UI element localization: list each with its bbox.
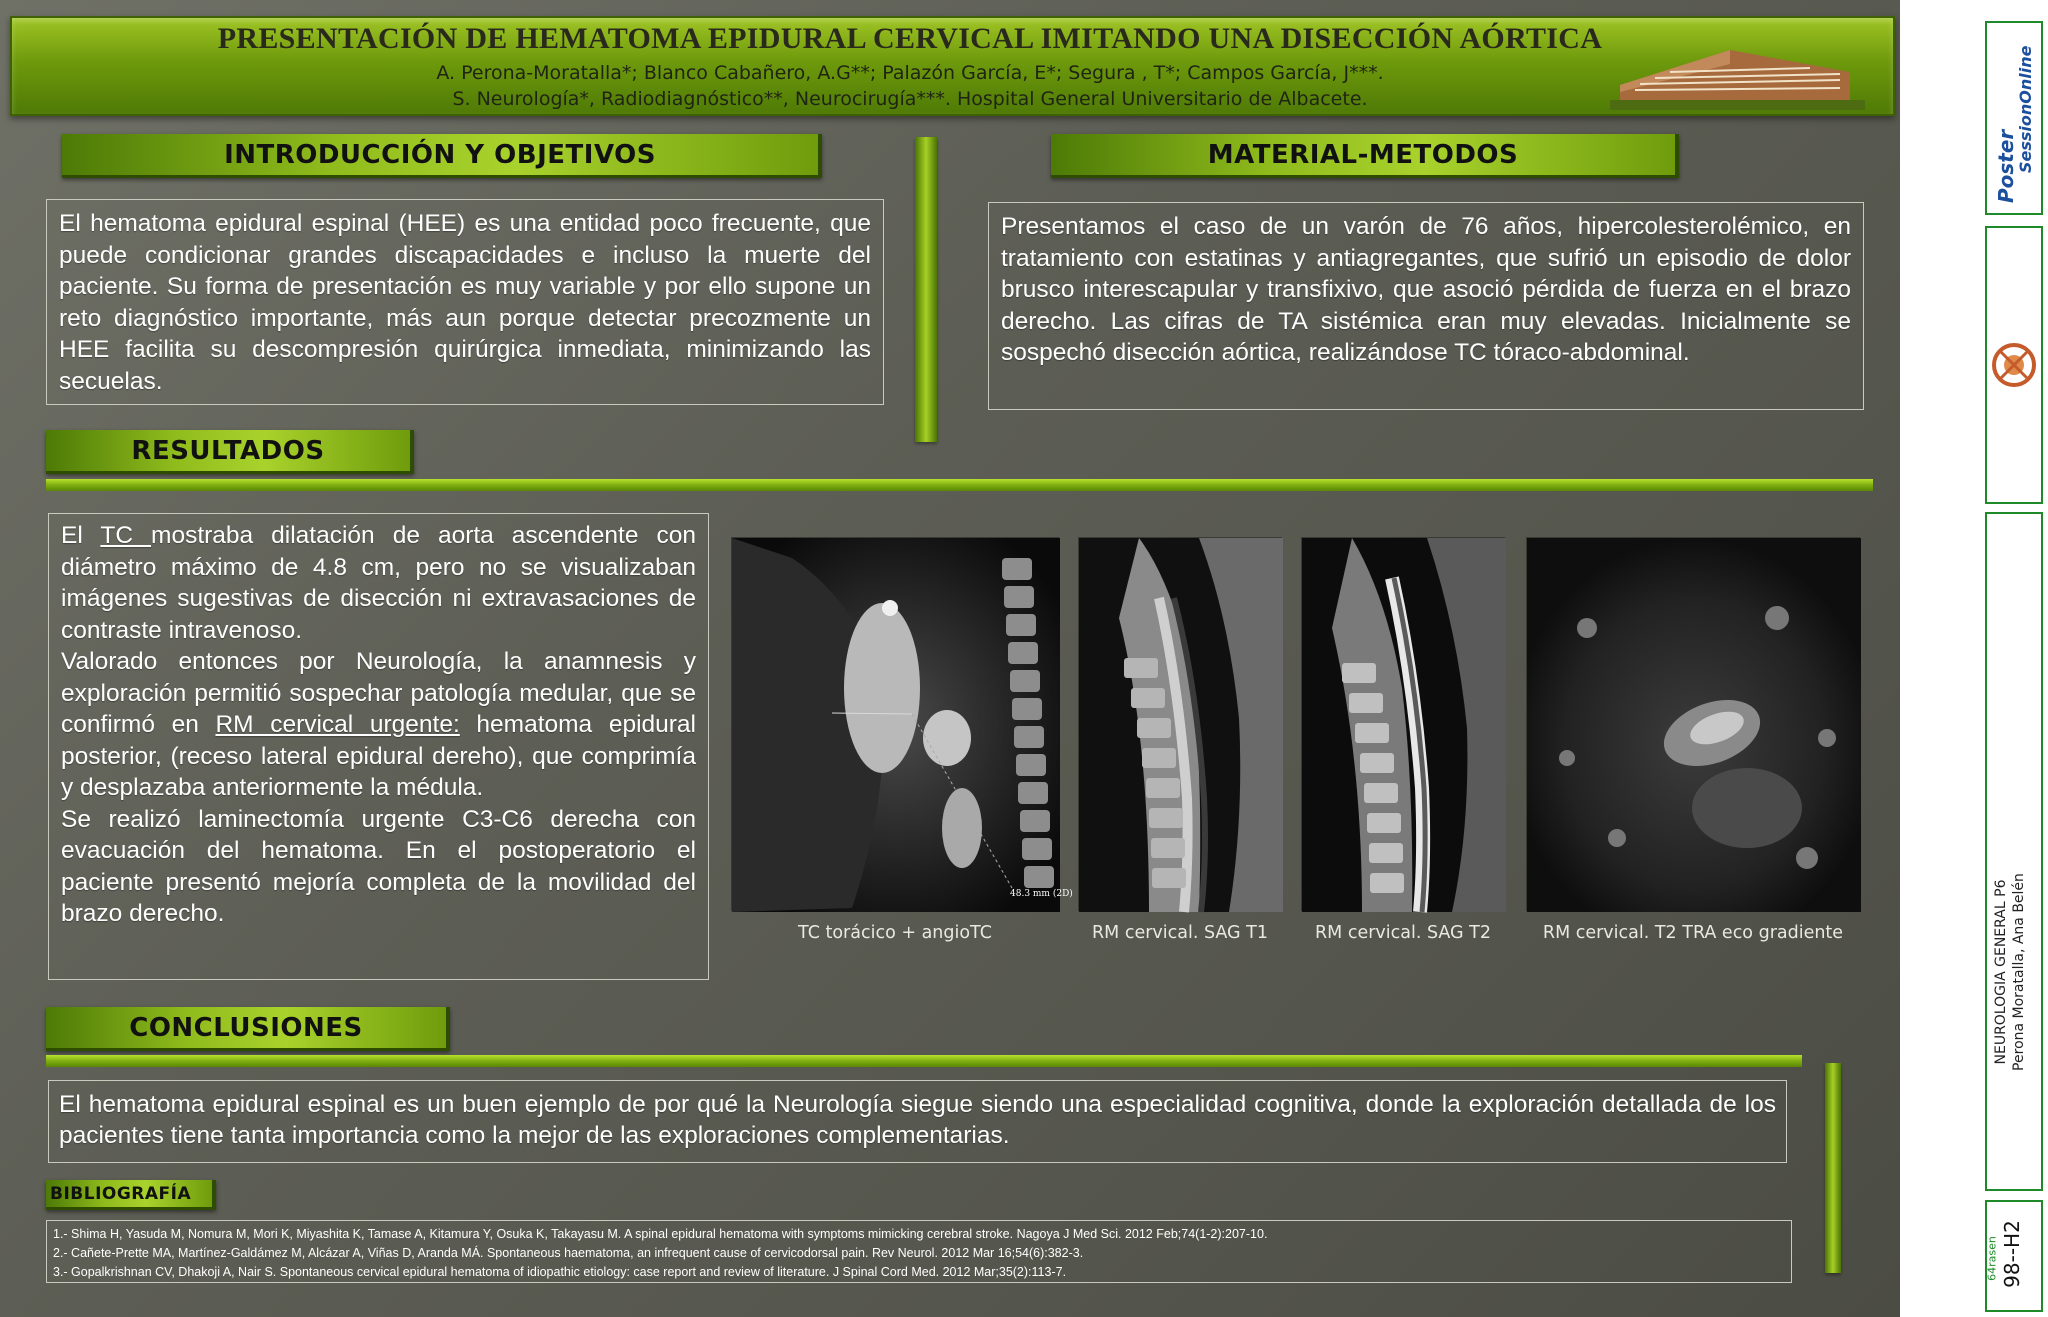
poster-author: Perona Moratalla, Ana Belén — [2011, 873, 2027, 1071]
poster-code-box — [1985, 1200, 2043, 1312]
caption-t2-tra: RM cervical. T2 TRA eco gradiente — [1542, 923, 1844, 943]
results-text: El TC mostraba dilatación de aorta ascendente con diámetro máximo de 4.8 cm, pero no se visualizaban imágenes sugestivas de disección ni extravasaciones de contraste intravenoso. Valorado entonces por Neurología, la anamnesis y exploración permitió sospechar patología medular, que se confirmó en RM cervical urgente: hematoma epidural posterior, (receso lateral epidural dereho), que comprimía y desplazaba anteriormente la médula. Se realizó laminectomía urgente C3-C6 derecha con evacuación del hematoma. En el postoperatorio el paciente presentó mejoría completa de la movilidad del brazo derecho. — [48, 513, 709, 980]
measure-label: 48.3 mm (2D) — [1010, 889, 1073, 899]
mri-sag-t2-image — [1301, 537, 1505, 911]
bibliography-heading: BIBLIOGRAFÍA — [46, 1180, 216, 1210]
svg-text:Poster: Poster — [1994, 129, 2018, 203]
poster-footer-code: 64rasen — [1985, 1236, 1999, 1281]
mri-sag-t1-image — [1078, 537, 1282, 911]
tc-link: TC — [100, 522, 152, 549]
bottom-right-bar — [1825, 1063, 1841, 1273]
mri-t2-tra-image — [1526, 537, 1860, 911]
reference-2: 2.- Cañete-Prette MA, Martínez-Galdámez M, Alcázar A, Viñas D, Aranda MÁ. Spontaneous haematoma, an infrequent cause of cervicodorsal pain. Rev Neurol. 2012 Mar 16;54(6):382-3. — [53, 1246, 1084, 1260]
poster-code: 98--H2 — [2000, 1220, 2024, 1288]
poster-title: PRESENTACIÓN DE HEMATOMA EPIDURAL CERVICAL IMITANDO UNA DISECCIÓN AÓRTICA — [217, 22, 1603, 55]
column-divider — [915, 137, 937, 442]
society-emblem-icon — [1994, 345, 2034, 385]
hospital-building-image — [1610, 30, 1865, 110]
authors-line: A. Perona-Moratalla*; Blanco Cabañero, A.G**; Palazón García, E*; Segura , T*; Campos García, J***. — [436, 62, 1384, 84]
methods-heading: MATERIAL-METODOS — [1051, 134, 1679, 178]
caption-ct: TC torácico + angioTC — [798, 923, 992, 943]
intro-text: El hematoma epidural espinal (HEE) es una entidad poco frecuente, que puede condicionar grandes discapacidades e incluso la muerte del paciente. Su forma de presentación es muy variable y por ello supone un reto diagnóstico importante, más aun porque detectar precozmente un HEE facilita su descompresión quirúrgica inmediata, minimizando las secuelas. — [46, 199, 884, 405]
results-divider — [46, 479, 1873, 491]
svg-text:SessionOnline: SessionOnline — [2016, 45, 2035, 173]
intro-heading: INTRODUCCIÓN Y OBJETIVOS — [62, 134, 822, 178]
methods-text: Presentamos el caso de un varón de 76 años, hipercolesterolémico, en tratamiento con estatinas y antiagregantes, que sufrió un episodio de dolor brusco interescapular y transfixivo, que asoció pérdida de fuerza en el brazo derecho. Las cifras de TA sistémica eran muy elevadas. Inicialmente se sospechó disección aórtica, realizándose TC tóraco-abdominal. — [988, 202, 1864, 410]
conclusions-text: El hematoma epidural espinal es un buen ejemplo de por qué la Neurología siegue siendo una especialidad cognitiva, donde la exploración detallada de los pacientes tiene tanta importancia como la mejor de las exploraciones complementarias. — [48, 1080, 1787, 1163]
conclusions-divider — [46, 1055, 1802, 1067]
poster-session-online-logo — [1985, 21, 2043, 215]
poster-info-box — [1985, 512, 2043, 1191]
caption-sag-t1: RM cervical. SAG T1 — [1092, 923, 1268, 943]
caption-sag-t2: RM cervical. SAG T2 — [1315, 923, 1491, 943]
reference-3: 3.- Gopalkrishnan CV, Dhakoji A, Nair S. Spontaneous cervical epidural hematoma of idiopathic etiology: case report and review of literature. J Spinal Cord Med. 2012 Mar;35(2):113-7. — [53, 1265, 1067, 1279]
society-logo-box — [1985, 226, 2043, 504]
affiliations-line: S. Neurología*, Radiodiagnóstico**, Neurocirugía***. Hospital General Universitario de Albacete. — [452, 88, 1368, 110]
results-heading: RESULTADOS — [46, 430, 414, 474]
bibliography-list — [46, 1220, 1792, 1283]
poster-category: NEUROLOGIA GENERAL P6 — [1993, 879, 2009, 1065]
rm-link: RM cervical urgente: — [215, 711, 460, 738]
reference-1: 1.- Shima H, Yasuda M, Nomura M, Mori K, Miyashita K, Tamase A, Kitamura Y, Osuka K, Takayasu M. A spinal epidural hematoma with symptoms mimicking cerebral stroke. Nagoya J Med Sci. 2012 Feb;74(1-2):207-10. — [53, 1227, 1268, 1241]
conclusions-heading: CONCLUSIONES — [46, 1007, 450, 1051]
ct-angio-image — [731, 537, 1073, 911]
